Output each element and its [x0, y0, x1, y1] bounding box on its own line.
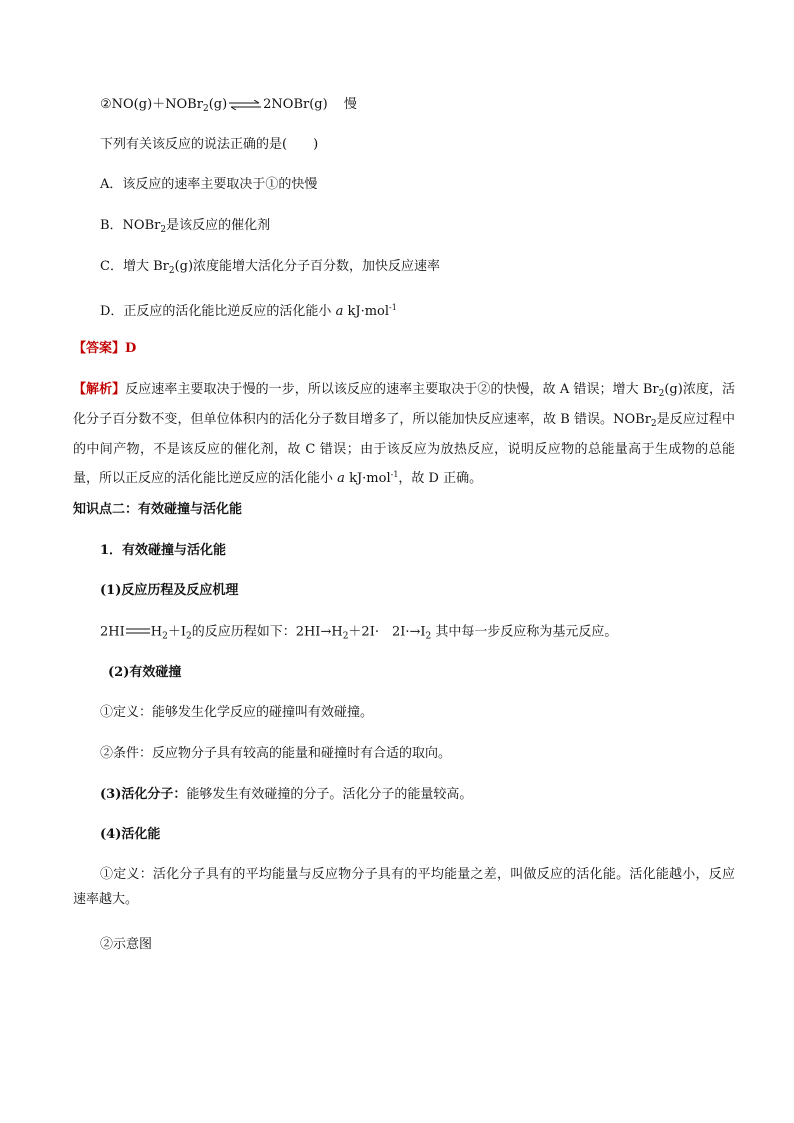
- mechanism-line: 2HI $H_2+I_2$的反应历程如下：$2HI\to H_2+2I\cdot$ $2I\cdot\to I_2$ 其中每一步反应称为基元反应。: [100, 622, 734, 647]
- heading-1-3: (3)活化分子：能够发生有效碰撞的分子。活化分子的能量较高。: [100, 787, 473, 802]
- reaction-2: ②NO(g)＋NOBr$_2$(g) 2NOBr(g) 慢: [100, 97, 357, 114]
- option-d: D．正反应的活化能比逆反应的活化能小 a kJ·mol$^{-1}$: [100, 303, 397, 319]
- option-c: C．增大 $Br_2(g)$浓度能增大活化分子百分数，加快反应速率: [100, 259, 441, 276]
- diagram-caption: ②示意图: [100, 937, 153, 952]
- heading-1: 1．有效碰撞与活化能: [100, 543, 227, 558]
- section-title: 知识点二：有效碰撞与活化能: [73, 502, 243, 517]
- option-a: A．该反应的速率主要取决于①的快慢: [100, 177, 318, 192]
- heading-1-1: (1)反应历程及反应机理: [100, 583, 239, 598]
- question: 下列有关该反应的说法正确的是( ): [100, 137, 319, 152]
- equilibrium-arrow-icon: [228, 100, 262, 110]
- analysis: 【解析】反应速率主要取决于慢的一步，所以该反应的速率主要取决于②的快慢，故 A 错误；增大 $Br_2(g)$浓度，活化分子百分数不变，但单位体积内的活化分子数目增多了，所以能加快反应速率，故 B 错误。NOBr$_2$是反应过程中的中间产物，不是该反应的催化剂，故 C 错误；由于该反应为放热反应，说明反应物的总能量高于生成物的总能量，所以正反应的活化能比逆反应的活化能小 a kJ·mol$^{-1}$，故 D 正确。: [73, 382, 735, 486]
- definition-1: ①定义：能够发生化学反应的碰撞叫有效碰撞。: [100, 705, 374, 720]
- option-b: B．NOBr$_2$是该反应的催化剂: [100, 218, 271, 235]
- heading-1-4: (4)活化能: [100, 827, 161, 842]
- answer: 【答案】D: [73, 341, 137, 356]
- heading-1-2: (2)有效碰撞: [108, 665, 182, 680]
- condition: ②条件：反应物分子具有较高的能量和碰撞时有合适的取向。: [100, 746, 452, 761]
- equals-sign-icon: [126, 622, 150, 642]
- definition-2: ①定义：活化分子具有的平均能量与反应物分子具有的平均能量之差，叫做反应的活化能。活化能越小，反应速率越大。: [73, 867, 735, 907]
